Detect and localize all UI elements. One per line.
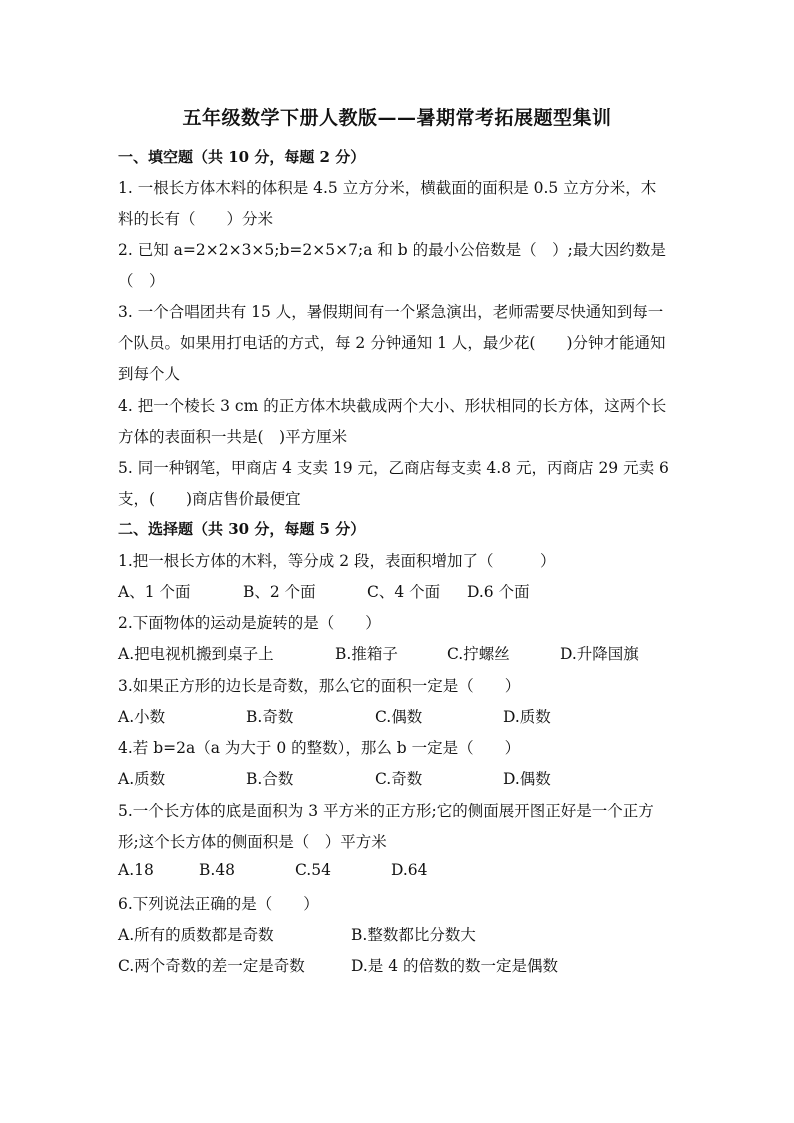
choice-q4-option-c: C.奇数 bbox=[375, 770, 423, 788]
fill-q3-line2: 个队员。如果用打电话的方式，每 2 分钟通知 1 人，最少花( )分钟才能通知 bbox=[118, 334, 666, 352]
choice-q2-option-b: B.推箱子 bbox=[335, 645, 398, 663]
worksheet-title: 五年级数学下册人教版——暑期常考拓展题型集训 bbox=[182, 107, 612, 129]
choice-q5-stem-line1: 5.一个长方体的底是面积为 3 平方米的正方形;它的侧面展开图正好是一个正方 bbox=[118, 802, 654, 820]
choice-q2-option-a: A.把电视机搬到桌子上 bbox=[118, 645, 274, 663]
choice-q5-stem-line2: 形;这个长方体的侧面积是（ ）平方米 bbox=[118, 833, 387, 851]
choice-q6-option-d: D.是 4 的倍数的数一定是偶数 bbox=[351, 957, 559, 975]
choice-q2-option-c: C.拧螺丝 bbox=[447, 645, 510, 663]
choice-q4-option-d: D.偶数 bbox=[503, 770, 551, 788]
choice-q4-option-a: A.质数 bbox=[118, 770, 166, 788]
choice-q1-stem: 1.把一根长方体的木料，等分成 2 段，表面积增加了（ ） bbox=[118, 552, 556, 570]
choice-q6-option-c: C.两个奇数的差一定是奇数 bbox=[118, 957, 305, 975]
section-choice-heading: 二、选择题（共 30 分，每题 5 分） bbox=[118, 520, 366, 538]
choice-q5-option-b: B.48 bbox=[199, 861, 236, 879]
fill-q2-line2: （ ） bbox=[118, 272, 165, 290]
choice-q1-option-d: D.6 个面 bbox=[467, 583, 530, 601]
fill-q1-line1: 1. 一根长方体木料的体积是 4.5 立方分米，横截面的面积是 0.5 立方分米，木 bbox=[118, 179, 657, 197]
choice-q3-stem: 3.如果正方形的边长是奇数，那么它的面积一定是（ ） bbox=[118, 677, 521, 695]
fill-q3-line1: 3. 一个合唱团共有 15 人，暑假期间有一个紧急演出，老师需要尽快通知到每一 bbox=[118, 303, 664, 321]
choice-q3-option-d: D.质数 bbox=[503, 708, 551, 726]
fill-q4-line2: 方体的表面积一共是( )平方厘米 bbox=[118, 428, 348, 446]
choice-q2-stem: 2.下面物体的运动是旋转的是（ ） bbox=[118, 614, 381, 632]
choice-q5-option-d: D.64 bbox=[391, 861, 428, 879]
choice-q6-option-a: A.所有的质数都是奇数 bbox=[118, 926, 274, 944]
choice-q4-option-b: B.合数 bbox=[246, 770, 294, 788]
fill-q3-line3: 到每个人 bbox=[118, 365, 181, 383]
choice-q6-stem: 6.下列说法正确的是（ ） bbox=[118, 895, 319, 913]
choice-q1-option-a: A、1 个面 bbox=[118, 583, 191, 601]
choice-q1-option-b: B、2 个面 bbox=[243, 583, 316, 601]
fill-q1-line2: 料的长有（ ）分米 bbox=[118, 210, 274, 228]
fill-q4-line1: 4. 把一个棱长 3 cm 的正方体木块截成两个大小、形状相同的长方体，这两个长 bbox=[118, 397, 667, 415]
choice-q2-option-d: D.升降国旗 bbox=[560, 645, 639, 663]
choice-q6-option-b: B.整数都比分数大 bbox=[351, 926, 476, 944]
choice-q4-stem: 4.若 b=2a（a 为大于 0 的整数），那么 b 一定是（ ） bbox=[118, 739, 521, 757]
fill-q5-line1: 5. 同一种钢笔，甲商店 4 支卖 19 元，乙商店每支卖 4.8 元，丙商店 29 元卖 6 bbox=[118, 459, 669, 477]
choice-q3-option-a: A.小数 bbox=[118, 708, 166, 726]
choice-q5-option-c: C.54 bbox=[295, 861, 331, 879]
fill-q2-line1: 2. 已知 a=2×2×3×5;b=2×5×7;a 和 b 的最小公倍数是（ ）;最大因约数是 bbox=[118, 241, 666, 259]
choice-q5-option-a: A.18 bbox=[118, 861, 154, 879]
choice-q3-option-c: C.偶数 bbox=[375, 708, 423, 726]
fill-q5-line2: 支，( )商店售价最便宜 bbox=[118, 490, 301, 508]
choice-q1-option-c: C、4 个面 bbox=[367, 583, 441, 601]
choice-q3-option-b: B.奇数 bbox=[246, 708, 294, 726]
section-fill-blank-heading: 一、填空题（共 10 分，每题 2 分） bbox=[118, 148, 366, 166]
